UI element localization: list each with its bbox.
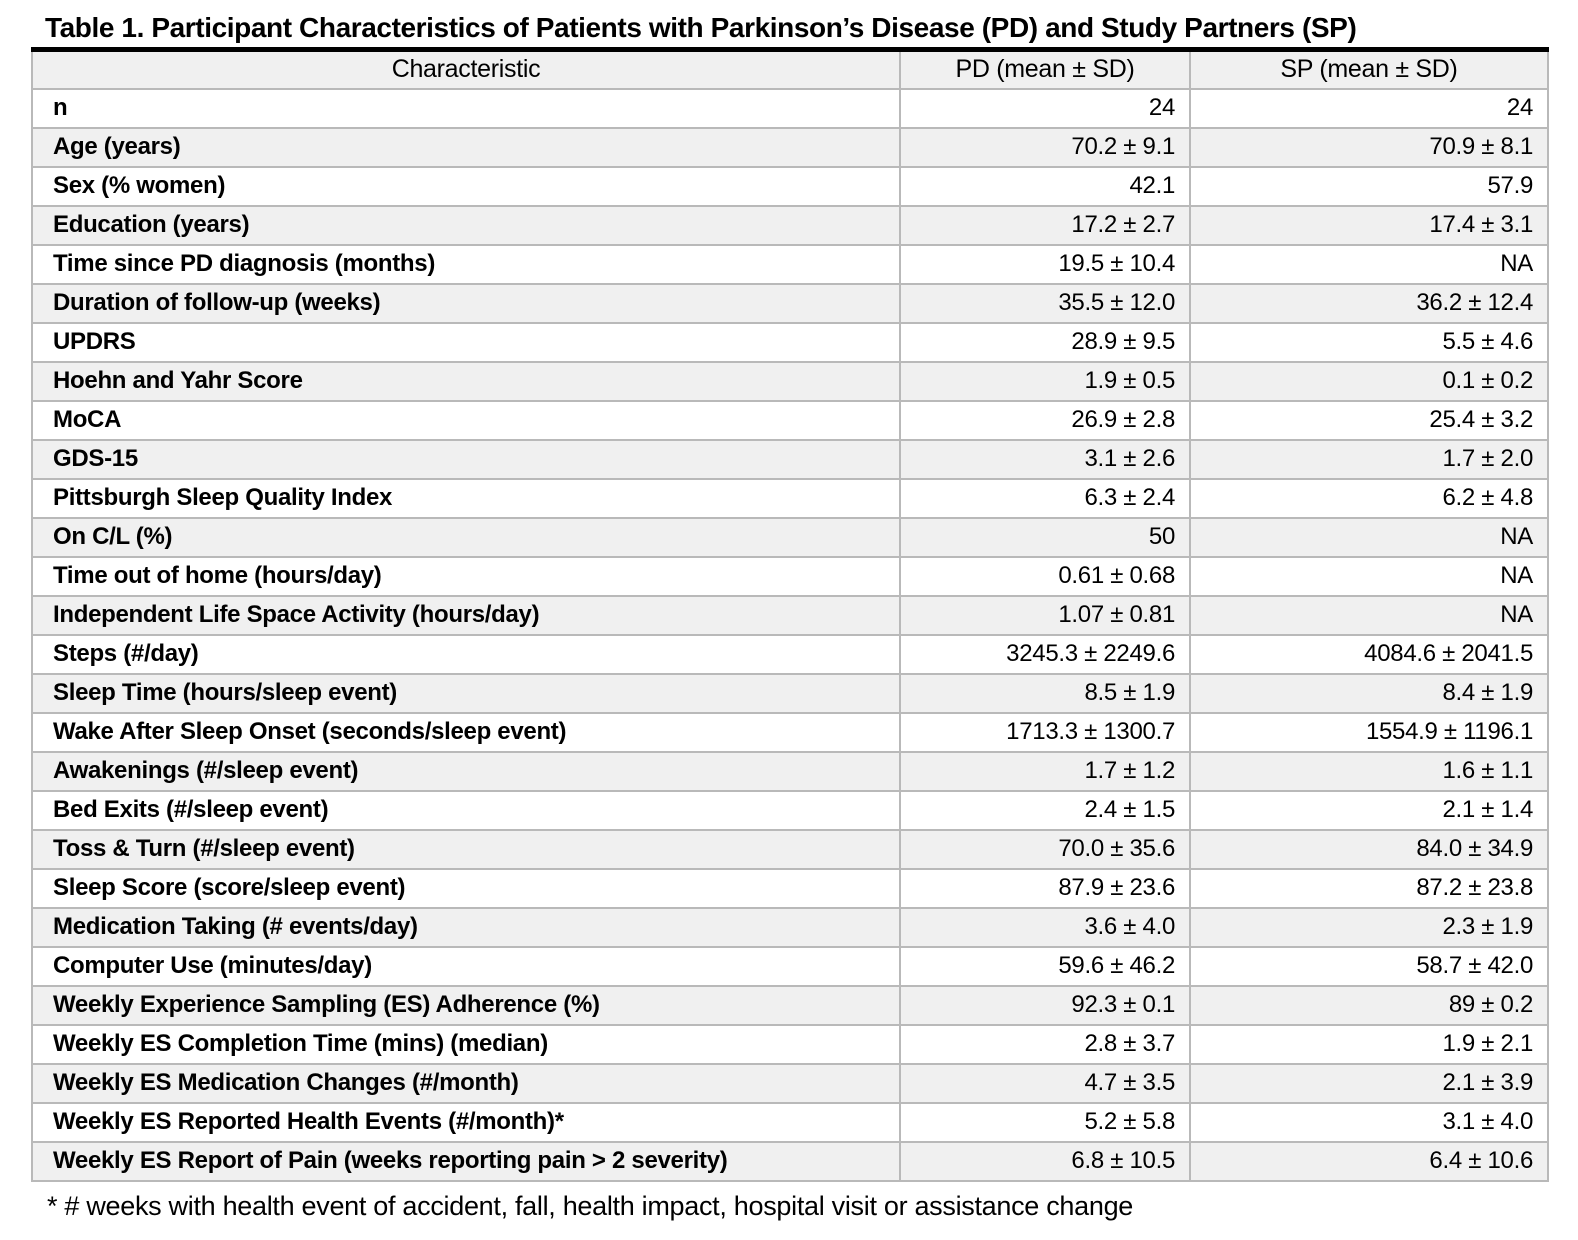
- column-header-pd: PD (mean ± SD): [900, 50, 1190, 89]
- sp-value: NA: [1190, 596, 1548, 635]
- sp-value: 3.1 ± 4.0: [1190, 1103, 1548, 1142]
- sp-value: NA: [1190, 557, 1548, 596]
- row-label: MoCA: [32, 401, 900, 440]
- sp-value: 0.1 ± 0.2: [1190, 362, 1548, 401]
- row-label: Steps (#/day): [32, 635, 900, 674]
- pd-value: 42.1: [900, 167, 1190, 206]
- table-row: [32, 167, 1548, 206]
- sp-value: 25.4 ± 3.2: [1190, 401, 1548, 440]
- row-label: Education (years): [32, 206, 900, 245]
- sp-value: 24: [1190, 89, 1548, 128]
- row-label: Sex (% women): [32, 167, 900, 206]
- sp-value: 58.7 ± 42.0: [1190, 947, 1548, 986]
- sp-value: 89 ± 0.2: [1190, 986, 1548, 1025]
- table-row: [32, 947, 1548, 986]
- table-row: [32, 89, 1548, 128]
- row-label: Duration of follow-up (weeks): [32, 284, 900, 323]
- pd-value: 24: [900, 89, 1190, 128]
- pd-value: 19.5 ± 10.4: [900, 245, 1190, 284]
- pd-value: 6.8 ± 10.5: [900, 1142, 1190, 1181]
- sp-value: 2.3 ± 1.9: [1190, 908, 1548, 947]
- table-row: [32, 128, 1548, 167]
- table-row: [32, 791, 1548, 830]
- pd-value: 70.0 ± 35.6: [900, 830, 1190, 869]
- header-row: [32, 50, 1548, 89]
- pd-value: 1.07 ± 0.81: [900, 596, 1190, 635]
- row-label: Time since PD diagnosis (months): [32, 245, 900, 284]
- pd-value: 2.4 ± 1.5: [900, 791, 1190, 830]
- row-label: Age (years): [32, 128, 900, 167]
- table-row: [32, 869, 1548, 908]
- row-label: n: [32, 89, 900, 128]
- table-row: [32, 830, 1548, 869]
- column-header-sp: SP (mean ± SD): [1190, 50, 1548, 89]
- table-row: [32, 596, 1548, 635]
- pd-value: 26.9 ± 2.8: [900, 401, 1190, 440]
- sp-value: 2.1 ± 1.4: [1190, 791, 1548, 830]
- sp-value: 4084.6 ± 2041.5: [1190, 635, 1548, 674]
- table-row: [32, 752, 1548, 791]
- pd-value: 1.9 ± 0.5: [900, 362, 1190, 401]
- table-row: [32, 323, 1548, 362]
- pd-value: 70.2 ± 9.1: [900, 128, 1190, 167]
- pd-value: 59.6 ± 46.2: [900, 947, 1190, 986]
- row-label: GDS-15: [32, 440, 900, 479]
- row-label: Awakenings (#/sleep event): [32, 752, 900, 791]
- row-label: Weekly Experience Sampling (ES) Adherence (%): [32, 986, 900, 1025]
- pd-value: 2.8 ± 3.7: [900, 1025, 1190, 1064]
- table-row: [32, 245, 1548, 284]
- sp-value: 84.0 ± 34.9: [1190, 830, 1548, 869]
- sp-value: NA: [1190, 518, 1548, 557]
- table-row: [32, 401, 1548, 440]
- sp-value: 36.2 ± 12.4: [1190, 284, 1548, 323]
- row-label: Wake After Sleep Onset (seconds/sleep event): [32, 713, 900, 752]
- table-row: [32, 986, 1548, 1025]
- row-label: Weekly ES Medication Changes (#/month): [32, 1064, 900, 1103]
- table-row: [32, 479, 1548, 518]
- row-label: Medication Taking (# events/day): [32, 908, 900, 947]
- table-footnote: * # weeks with health event of accident, fall, health impact, hospital visit or assistance change: [47, 1190, 1134, 1221]
- sp-value: 70.9 ± 8.1: [1190, 128, 1548, 167]
- column-header-characteristic: Characteristic: [32, 50, 900, 89]
- table-row: [32, 1103, 1548, 1142]
- row-label: Computer Use (minutes/day): [32, 947, 900, 986]
- sp-value: NA: [1190, 245, 1548, 284]
- pd-value: 3.6 ± 4.0: [900, 908, 1190, 947]
- pd-value: 50: [900, 518, 1190, 557]
- table-row: [32, 362, 1548, 401]
- pd-value: 35.5 ± 12.0: [900, 284, 1190, 323]
- sp-value: 1.6 ± 1.1: [1190, 752, 1548, 791]
- sp-value: 1.7 ± 2.0: [1190, 440, 1548, 479]
- pd-value: 17.2 ± 2.7: [900, 206, 1190, 245]
- pd-value: 1.7 ± 1.2: [900, 752, 1190, 791]
- sp-value: 6.2 ± 4.8: [1190, 479, 1548, 518]
- row-label: Hoehn and Yahr Score: [32, 362, 900, 401]
- row-label: Sleep Time (hours/sleep event): [32, 674, 900, 713]
- table-row: [32, 206, 1548, 245]
- table-row: [32, 284, 1548, 323]
- pd-value: 87.9 ± 23.6: [900, 869, 1190, 908]
- table-row: [32, 908, 1548, 947]
- pd-value: 3245.3 ± 2249.6: [900, 635, 1190, 674]
- pd-value: 4.7 ± 3.5: [900, 1064, 1190, 1103]
- pd-value: 3.1 ± 2.6: [900, 440, 1190, 479]
- row-label: On C/L (%): [32, 518, 900, 557]
- table-row: [32, 674, 1548, 713]
- sp-value: 1554.9 ± 1196.1: [1190, 713, 1548, 752]
- sp-value: 57.9: [1190, 167, 1548, 206]
- participant-characteristics-table: [31, 47, 1549, 1182]
- row-label: Weekly ES Completion Time (mins) (median): [32, 1025, 900, 1064]
- table-row: [32, 1142, 1548, 1181]
- pd-value: 1713.3 ± 1300.7: [900, 713, 1190, 752]
- pd-value: 0.61 ± 0.68: [900, 557, 1190, 596]
- row-label: Pittsburgh Sleep Quality Index: [32, 479, 900, 518]
- row-label: Bed Exits (#/sleep event): [32, 791, 900, 830]
- pd-value: 92.3 ± 0.1: [900, 986, 1190, 1025]
- table-title: Table 1. Participant Characteristics of Patients with Parkinson’s Disease (PD) and Study Partners (SP): [45, 12, 1357, 43]
- pd-value: 28.9 ± 9.5: [900, 323, 1190, 362]
- sp-value: 87.2 ± 23.8: [1190, 869, 1548, 908]
- table-row: [32, 518, 1548, 557]
- sp-value: 17.4 ± 3.1: [1190, 206, 1548, 245]
- pd-value: 6.3 ± 2.4: [900, 479, 1190, 518]
- sp-value: 1.9 ± 2.1: [1190, 1025, 1548, 1064]
- row-label: Toss & Turn (#/sleep event): [32, 830, 900, 869]
- sp-value: 2.1 ± 3.9: [1190, 1064, 1548, 1103]
- table-row: [32, 557, 1548, 596]
- sp-value: 6.4 ± 10.6: [1190, 1142, 1548, 1181]
- sp-value: 5.5 ± 4.6: [1190, 323, 1548, 362]
- pd-value: 5.2 ± 5.8: [900, 1103, 1190, 1142]
- table-row: [32, 1064, 1548, 1103]
- table-row: [32, 635, 1548, 674]
- row-label: Weekly ES Report of Pain (weeks reporting pain > 2 severity): [32, 1142, 900, 1181]
- table-row: [32, 713, 1548, 752]
- table-row: [32, 440, 1548, 479]
- row-label: UPDRS: [32, 323, 900, 362]
- row-label: Sleep Score (score/sleep event): [32, 869, 900, 908]
- row-label: Time out of home (hours/day): [32, 557, 900, 596]
- table-row: [32, 1025, 1548, 1064]
- row-label: Independent Life Space Activity (hours/day): [32, 596, 900, 635]
- row-label: Weekly ES Reported Health Events (#/month)*: [32, 1103, 900, 1142]
- pd-value: 8.5 ± 1.9: [900, 674, 1190, 713]
- sp-value: 8.4 ± 1.9: [1190, 674, 1548, 713]
